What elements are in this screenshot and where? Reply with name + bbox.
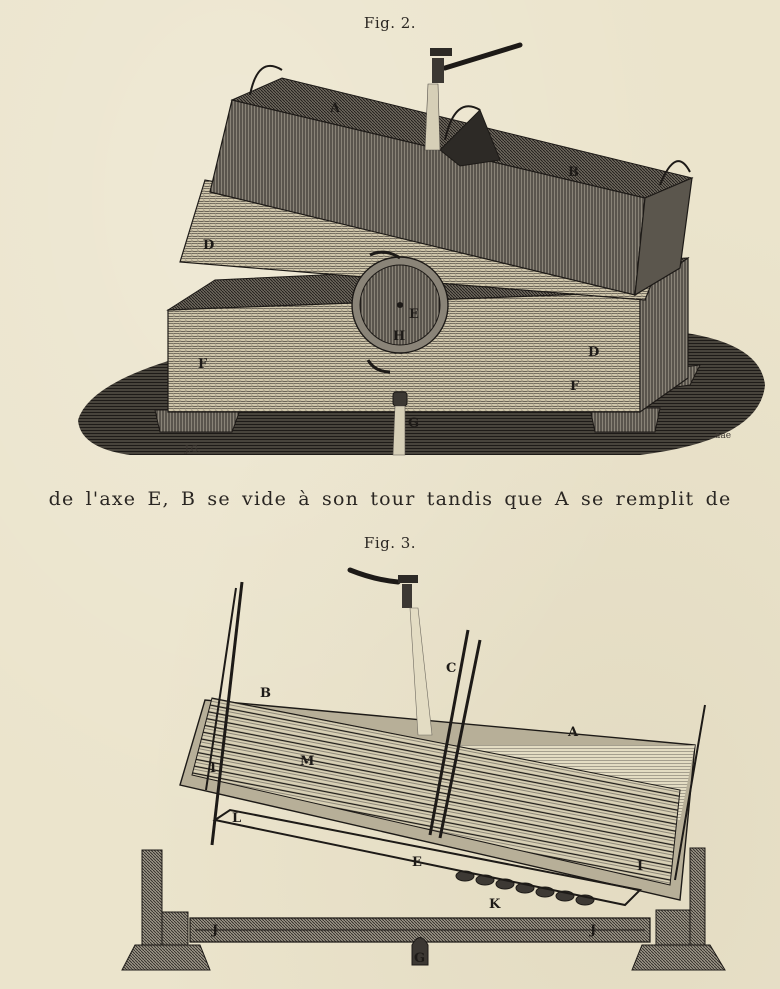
fig2-label-g: G: [408, 416, 420, 431]
fig2-label-b: B: [568, 165, 579, 180]
fig2-label-f-right: F: [570, 379, 580, 394]
fig3-label-b: B: [260, 686, 271, 701]
fig3-label-c: C: [446, 661, 457, 676]
fig3-label-j-right: J: [590, 923, 597, 938]
figure-3-caption: Fig. 3.: [363, 534, 417, 552]
fig2-label-f-left: F: [198, 357, 208, 372]
fig3-label-i-left: I: [210, 761, 217, 776]
fig3-label-i-right: I: [637, 859, 644, 874]
fig3-label-m: M: [300, 754, 315, 769]
fig3-label-l: L: [232, 811, 242, 826]
body-text-line: de l'axe E, B se vide à son tour tandis que A se remplit de: [48, 488, 732, 510]
fig3-label-e: E: [412, 855, 422, 870]
fig2-signature-right: aae: [715, 431, 732, 441]
fig2-label-a: A: [330, 101, 341, 116]
fig2-signature-left: J.G.: [185, 445, 201, 455]
fig2-label-e: E: [409, 307, 419, 322]
fig2-label-d-right: D: [588, 345, 600, 360]
fig3-label-k: K: [489, 897, 501, 912]
fig2-label-d-left: D: [203, 238, 215, 253]
fig2-label-h: H: [393, 329, 406, 344]
figure-2-caption: Fig. 2.: [363, 14, 417, 32]
fig3-label-j-left: J: [212, 923, 219, 938]
fig3-label-g: G: [414, 951, 426, 966]
fig3-label-a: A: [568, 725, 579, 740]
